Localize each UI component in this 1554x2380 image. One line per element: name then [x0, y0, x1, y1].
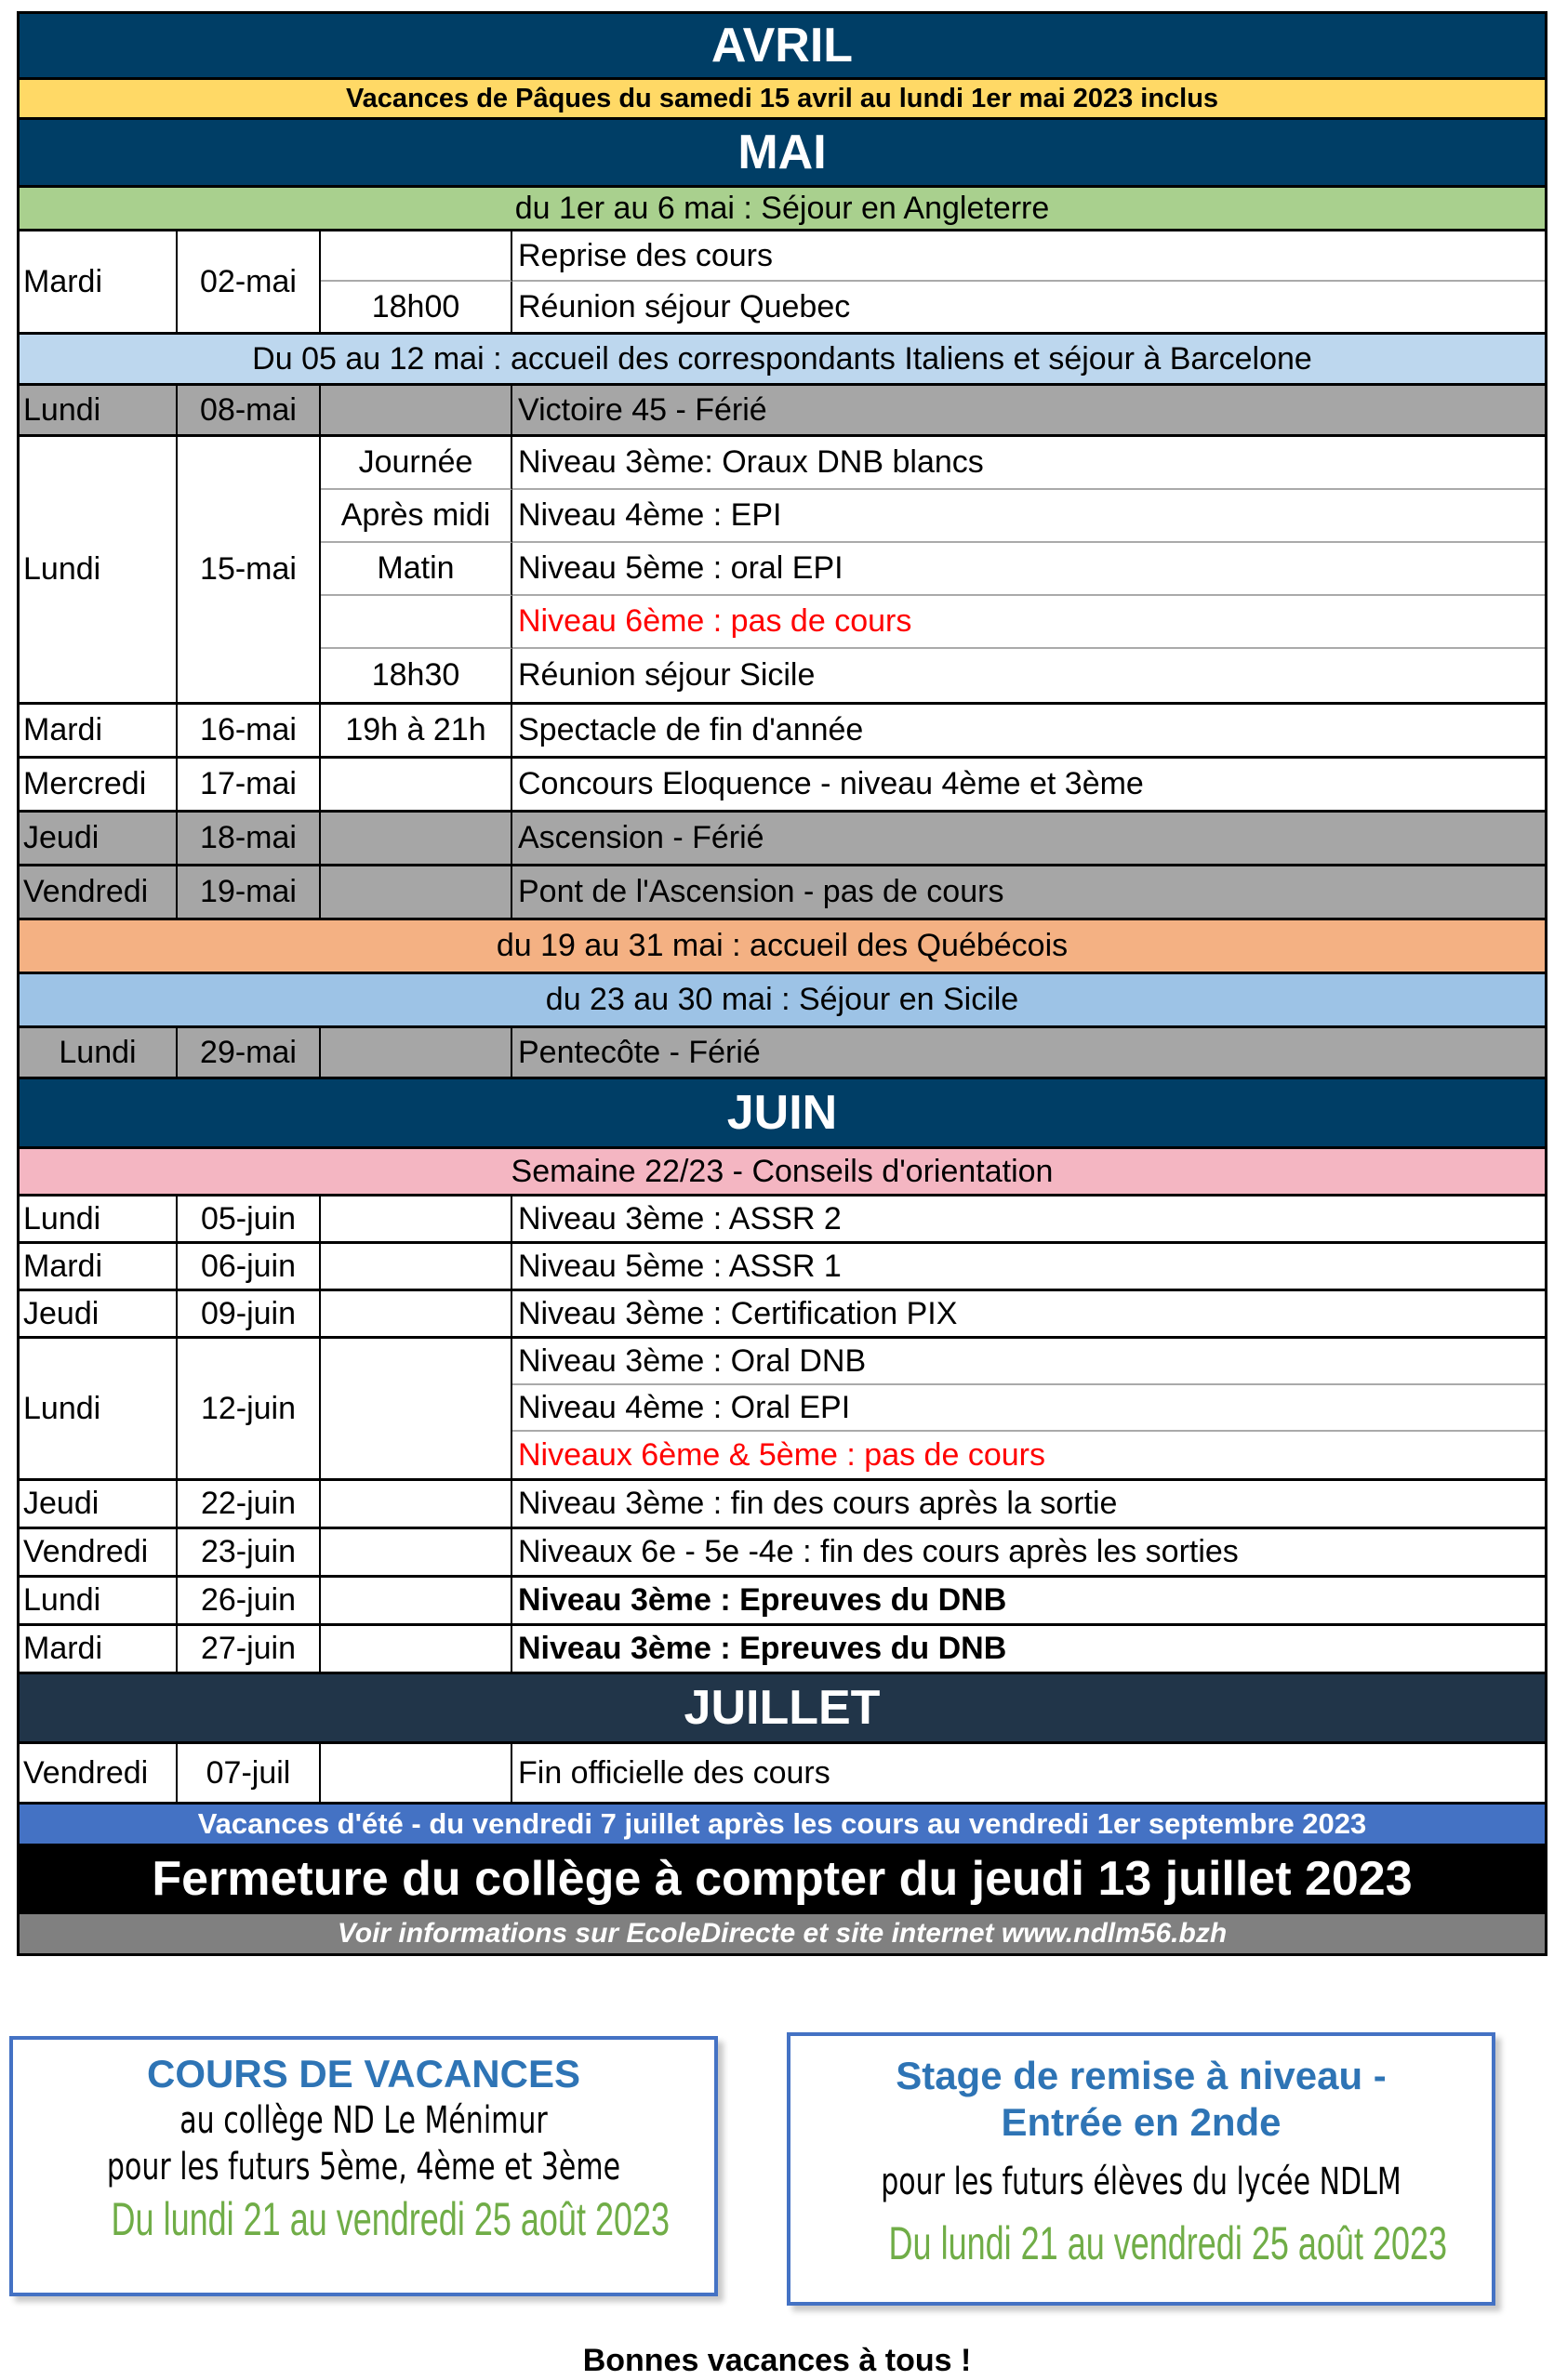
time-cell: 18h30 [321, 649, 512, 702]
month-header-juin: JUIN [20, 1079, 1545, 1149]
closing-greeting: Bonnes vacances à tous ! [582, 2343, 972, 2378]
event-cell: Niveau 5ème : ASSR 1 [518, 1248, 842, 1284]
day-cell: Mardi [20, 1626, 178, 1672]
event-cell: Niveaux 6e - 5e -4e : fin des cours après les sorties [518, 1534, 1239, 1569]
row-group-07-juil [20, 1744, 1545, 1805]
event-cell: Concours Eloquence - niveau 4ème et 3ème [518, 766, 1144, 801]
date-cell: 12-juin [178, 1339, 321, 1478]
calendar-table [17, 11, 1547, 1956]
info-notice: Voir informations sur EcoleDirecte et site internet www.ndlm56.bzh [20, 1914, 1545, 1953]
row-group-17-mai [20, 759, 1545, 813]
day-cell: Mardi [20, 231, 178, 332]
date-cell: 26-juin [178, 1578, 321, 1623]
box1-dates: Du lundi 21 au vendredi 25 août 2023 [111, 2193, 671, 2245]
time-cell: Matin [321, 543, 512, 596]
row-group-27-juin [20, 1626, 1545, 1674]
event-cell: Réunion séjour Sicile [518, 657, 816, 693]
day-cell: Mercredi [20, 759, 178, 810]
day-cell: Vendredi [20, 1529, 178, 1575]
day-cell: Lundi [20, 1578, 178, 1623]
event-cell: Niveau 3ème : Oral DNB [512, 1339, 1545, 1385]
time-cell [321, 386, 512, 434]
box1-title: COURS DE VACANCES [147, 2052, 580, 2096]
event-cell: Niveau 3ème : Certification PIX [518, 1295, 958, 1331]
time-cell [321, 1481, 512, 1527]
day-cell: Lundi [20, 1197, 178, 1241]
row-group-18-mai [20, 813, 1545, 866]
day-cell: Mardi [20, 705, 178, 756]
row-group-02-mai [20, 231, 1545, 335]
event-cell: Niveau 3ème : Epreuves du DNB [518, 1582, 1007, 1618]
day-cell: Jeudi [20, 813, 178, 864]
day-cell: Jeudi [20, 1291, 178, 1336]
event-cell: Spectacle de fin d'année [518, 712, 864, 747]
row-group-22-juin [20, 1481, 1545, 1529]
box1-line2: pour les futurs 5ème, 4ème et 3ème [106, 2146, 621, 2188]
event-cell: Niveau 3ème: Oraux DNB blancs [512, 437, 1545, 490]
date-cell: 08-mai [178, 386, 321, 434]
day-cell: Jeudi [20, 1481, 178, 1527]
band-quebecois: du 19 au 31 mai : accueil des Québécois [20, 920, 1545, 974]
row-group-16-mai [20, 705, 1545, 759]
event-cell: Niveau 3ème : ASSR 2 [518, 1200, 842, 1236]
day-cell: Lundi [20, 1028, 178, 1077]
row-group-05-juin [20, 1197, 1545, 1244]
event-cell: Pentecôte - Férié [518, 1034, 761, 1070]
time-cell: 19h à 21h [321, 705, 512, 756]
date-cell: 22-juin [178, 1481, 321, 1527]
time-cell [321, 1626, 512, 1672]
time-cell [321, 866, 512, 918]
day-cell: Mardi [20, 1244, 178, 1289]
date-cell: 27-juin [178, 1626, 321, 1672]
band-angleterre: du 1er au 6 mai : Séjour en Angleterre [20, 188, 1545, 231]
row-group-08-mai [20, 386, 1545, 437]
box2-title-line1: Stage de remise à niveau - [896, 2054, 1387, 2097]
time-cell [321, 1197, 512, 1241]
date-cell: 19-mai [178, 866, 321, 918]
row-group-15-mai [20, 437, 1545, 705]
row-group-12-juin [20, 1339, 1545, 1481]
time-cell [321, 1744, 512, 1802]
time-cell [321, 231, 512, 282]
time-cell [321, 1291, 512, 1336]
closing-notice: Fermeture du collège à compter du jeudi 13 juillet 2023 [20, 1846, 1545, 1914]
row-group-19-mai [20, 866, 1545, 920]
band-italiens-barcelone: Du 05 au 12 mai : accueil des correspondants Italiens et séjour à Barcelone [20, 335, 1545, 386]
event-cell: Niveau 4ème : EPI [512, 490, 1545, 543]
row-group-06-juin [20, 1244, 1545, 1291]
day-cell: Lundi [20, 1339, 178, 1478]
date-cell: 06-juin [178, 1244, 321, 1289]
date-cell: 18-mai [178, 813, 321, 864]
date-cell: 29-mai [178, 1028, 321, 1077]
event-cell: Fin officielle des cours [518, 1754, 830, 1791]
band-sicile: du 23 au 30 mai : Séjour en Sicile [20, 974, 1545, 1028]
date-cell: 09-juin [178, 1291, 321, 1336]
date-cell: 23-juin [178, 1529, 321, 1575]
day-cell: Vendredi [20, 1744, 178, 1802]
event-cell: Niveau 4ème : Oral EPI [512, 1385, 1545, 1432]
event-cell: Niveau 3ème : Epreuves du DNB [518, 1631, 1007, 1666]
date-cell: 07-juil [178, 1744, 321, 1802]
event-cell-highlight: Niveau 6ème : pas de cours [512, 596, 1545, 649]
box2-title-line2: Entrée en 2nde [1001, 2100, 1282, 2144]
date-cell: 02-mai [178, 231, 321, 332]
time-cell [321, 759, 512, 810]
box2-dates: Du lundi 21 au vendredi 25 août 2023 [888, 2217, 1448, 2269]
box-stage-remise-niveau [787, 2032, 1495, 2306]
month-header-mai: MAI [20, 120, 1545, 188]
time-cell: Journée [321, 437, 512, 490]
time-cell [321, 813, 512, 864]
day-cell: Vendredi [20, 866, 178, 918]
row-group-26-juin [20, 1578, 1545, 1626]
box-cours-vacances [9, 2036, 718, 2296]
box1-line1: au collège ND Le Ménimur [179, 2099, 548, 2142]
day-cell: Lundi [20, 437, 178, 702]
event-cell: Niveau 3ème : fin des cours après la sortie [518, 1486, 1118, 1521]
month-header-juillet: JUILLET [20, 1674, 1545, 1744]
event-cell: Reprise des cours [512, 231, 1545, 282]
time-cell [321, 596, 512, 649]
band-vacances-ete: Vacances d'été - du vendredi 7 juillet après les cours au vendredi 1er septembre 2023 [20, 1805, 1545, 1846]
event-cell: Ascension - Férié [518, 820, 764, 855]
event-cell-highlight: Niveaux 6ème & 5ème : pas de cours [518, 1436, 1045, 1473]
time-cell: 18h00 [321, 282, 512, 332]
time-cell [321, 1529, 512, 1575]
date-cell: 16-mai [178, 705, 321, 756]
time-cell: Après midi [321, 490, 512, 543]
box2-line1: pour les futurs élèves du lycée NDLM [881, 2161, 1401, 2203]
event-cell: Pont de l'Ascension - pas de cours [518, 874, 1004, 909]
date-cell: 17-mai [178, 759, 321, 810]
band-paques: Vacances de Pâques du samedi 15 avril au lundi 1er mai 2023 inclus [20, 80, 1545, 120]
row-group-29-mai [20, 1028, 1545, 1079]
time-cell [321, 1578, 512, 1623]
month-header-avril: AVRIL [20, 14, 1545, 80]
time-cell [321, 1028, 512, 1077]
event-cell: Réunion séjour Quebec [518, 288, 851, 324]
date-cell: 15-mai [178, 437, 321, 702]
event-cell: Victoire 45 - Férié [518, 391, 767, 428]
event-cell: Niveau 5ème : oral EPI [512, 543, 1545, 596]
time-cell [321, 1244, 512, 1289]
time-cell [321, 1339, 512, 1478]
band-conseils: Semaine 22/23 - Conseils d'orientation [20, 1149, 1545, 1197]
day-cell: Lundi [20, 386, 178, 434]
row-group-09-juin [20, 1291, 1545, 1339]
date-cell: 05-juin [178, 1197, 321, 1241]
row-group-23-juin [20, 1529, 1545, 1578]
